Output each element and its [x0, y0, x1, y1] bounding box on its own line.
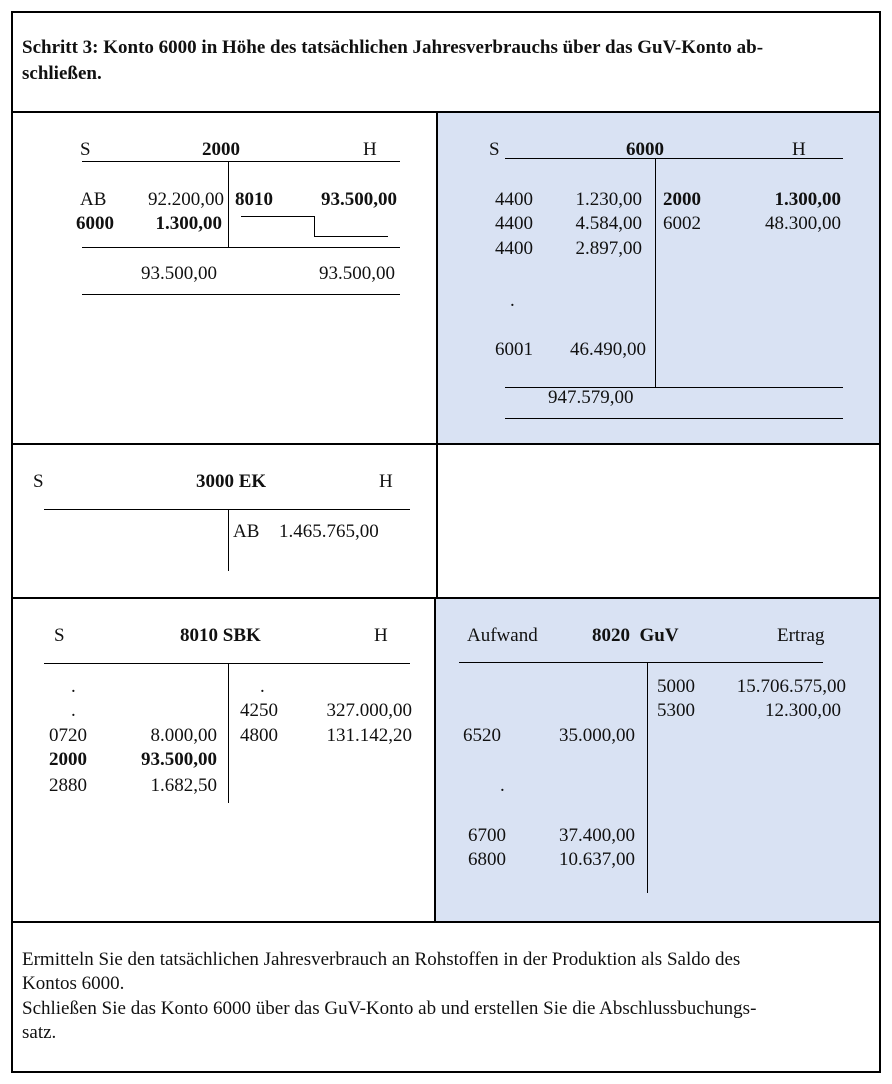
acc6000-right-amount-2: 48.300,00 [765, 213, 841, 234]
acc8020-right-amount-1: 15.706.575,00 [736, 676, 846, 697]
acc8010-left-amount-3: 8.000,00 [150, 725, 217, 746]
grid-line-h2 [11, 443, 881, 445]
acc8010-left-dot-2: . [71, 700, 76, 721]
acc2000-left-label-2: 6000 [76, 213, 114, 234]
acc3000-title: 3000 EK [196, 471, 267, 492]
grid-line-h4 [11, 921, 881, 923]
acc6000-left-amount-1: 1.230,00 [575, 189, 642, 210]
acc2000-left-amount-1: 92.200,00 [148, 189, 224, 210]
acc3000-divider [228, 509, 229, 571]
acc8010-right-amount-3: 131.142,20 [326, 725, 412, 746]
acc2000-haben-label: H [363, 139, 377, 160]
acc2000-right-label-1: 8010 [235, 189, 273, 210]
task-line-4: satz. [22, 1022, 57, 1043]
acc8020-right-amount-2: 12.300,00 [765, 700, 841, 721]
acc8010-left-amount-5: 1.682,50 [150, 775, 217, 796]
acc8020-aufwand-label: Aufwand [467, 625, 538, 646]
acc6000-haben-label: H [792, 139, 806, 160]
acc8020-right-label-1: 5000 [657, 676, 695, 697]
acc8010-left-label-5: 2880 [49, 775, 87, 796]
acc6000-soll-label: S [489, 139, 500, 160]
acc2000-close-line-a [241, 216, 314, 217]
acc3000-haben-label: H [379, 471, 393, 492]
acc2000-divider [228, 161, 229, 247]
acc6000-left-dots: . [510, 290, 515, 311]
acc6000-left-amount-3: 2.897,00 [575, 238, 642, 259]
acc2000-left-amount-2: 1.300,00 [155, 213, 222, 234]
task-line-2: Kontos 6000. [22, 973, 125, 994]
acc6000-right-label-2: 6002 [663, 213, 701, 234]
outer-frame [11, 11, 881, 1073]
acc6000-right-amount-1: 1.300,00 [774, 189, 841, 210]
task-line-3: Schließen Sie das Konto 6000 über das GuV-Konto ab und erstellen Sie die Abschlussbuchungs- [22, 998, 757, 1019]
acc6000-left-label-3: 4400 [495, 238, 533, 259]
acc2000-total-right: 93.500,00 [319, 263, 395, 284]
acc6000-left-label-1: 4400 [495, 189, 533, 210]
acc8020-left-amount-1: 35.000,00 [559, 725, 635, 746]
acc8010-title: 8010 SBK [180, 625, 261, 646]
acc3000-right-label-1: AB [233, 521, 260, 542]
acc8010-right-label-3: 4800 [240, 725, 278, 746]
acc6000-title: 6000 [626, 139, 664, 160]
acc3000-soll-label: S [33, 471, 44, 492]
acc2000-total-left: 93.500,00 [141, 263, 217, 284]
acc8010-soll-label: S [54, 625, 65, 646]
acc6000-top-rule [505, 158, 843, 159]
acc8010-left-label-4: 2000 [49, 749, 87, 770]
acc2000-double-rule [82, 294, 400, 295]
acc2000-close-line-c [314, 236, 388, 237]
acc6000-left-amount-2: 4.584,00 [575, 213, 642, 234]
acc8010-top-rule [44, 663, 410, 664]
acc8020-left-dots: . [500, 775, 505, 796]
acc8020-left-label-3: 6700 [468, 825, 506, 846]
acc2000-title: 2000 [202, 139, 240, 160]
acc8020-top-rule [459, 662, 823, 663]
step-heading-line1: Schritt 3: Konto 6000 in Höhe des tatsächlichen Jahresverbrauchs über das GuV-Konto ab- [22, 37, 764, 58]
acc8020-ertrag-label: Ertrag [777, 625, 825, 646]
acc6000-left-label-2: 4400 [495, 213, 533, 234]
acc2000-sum-rule [82, 247, 400, 248]
acc8010-right-amount-2: 327.000,00 [326, 700, 412, 721]
grid-line-v1 [436, 111, 438, 598]
acc6000-left-label-5: 6001 [495, 339, 533, 360]
grid-line-h3 [11, 597, 881, 599]
acc8020-divider [647, 662, 648, 893]
acc6000-divider [655, 158, 656, 387]
acc8020-left-amount-3: 37.400,00 [559, 825, 635, 846]
acc2000-close-line-b [314, 216, 315, 236]
acc8010-left-dot-1: . [71, 676, 76, 697]
acc8010-haben-label: H [374, 625, 388, 646]
acc8020-left-amount-4: 10.637,00 [559, 849, 635, 870]
acc6000-left-amount-5: 46.490,00 [570, 339, 646, 360]
acc8010-left-amount-4: 93.500,00 [141, 749, 217, 770]
acc2000-top-rule [82, 161, 400, 162]
task-line-1: Ermitteln Sie den tatsächlichen Jahresverbrauch an Rohstoffen in der Produktion als Saldo des [22, 949, 741, 970]
grid-line-h1 [11, 111, 881, 113]
acc8010-right-dot-1: . [260, 676, 265, 697]
acc3000-right-amount-1: 1.465.765,00 [279, 521, 379, 542]
acc8020-right-label-2: 5300 [657, 700, 695, 721]
acc8010-right-label-2: 4250 [240, 700, 278, 721]
acc8020-title: 8020 GuV [592, 625, 679, 646]
acc8020-left-label-4: 6800 [468, 849, 506, 870]
acc2000-left-label-1: AB [80, 189, 107, 210]
acc6000-right-label-1: 2000 [663, 189, 701, 210]
step-heading-line2: schließen. [22, 63, 102, 84]
acc6000-double-rule [505, 418, 843, 419]
acc3000-top-rule [44, 509, 410, 510]
acc8010-divider [228, 663, 229, 803]
acc6000-total: 947.579,00 [548, 387, 634, 408]
acc8020-left-label-1: 6520 [463, 725, 501, 746]
acc8010-left-label-3: 0720 [49, 725, 87, 746]
acc2000-right-amount-1: 93.500,00 [321, 189, 397, 210]
acc2000-soll-label: S [80, 139, 91, 160]
grid-line-v2 [434, 597, 436, 922]
